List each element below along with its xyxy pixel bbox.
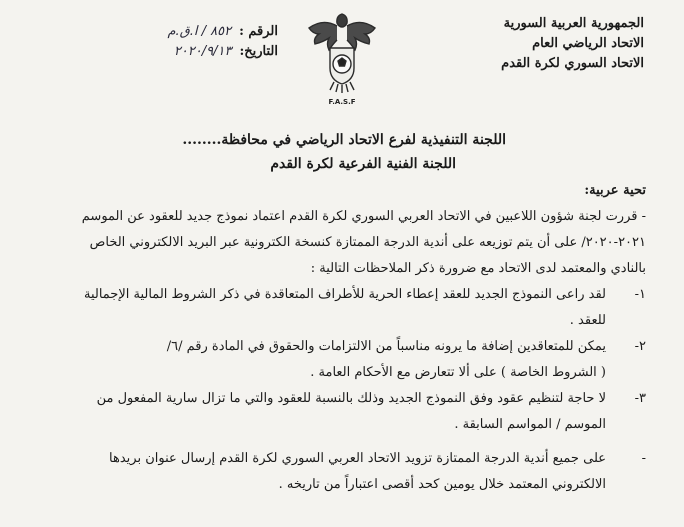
closing-line: على جميع أندية الدرجة الممتازة تزويد الاتحاد العربي السوري لكرة القدم إرسال عنوان بريدها bbox=[109, 451, 606, 466]
issuer-line-country: الجمهورية العربية السورية bbox=[503, 16, 644, 31]
issuer-line-federation: الاتحاد السوري لكرة القدم bbox=[501, 56, 644, 71]
letterhead-issuer bbox=[414, 14, 644, 74]
note-item-1 bbox=[36, 282, 646, 334]
federation-emblem-icon bbox=[304, 8, 380, 108]
intro-line: ٢٠٢١-٢٠٢٠/ على أن يتم توزيعه على أندية الدرجة الممتازة كنسخة الكترونية عبر البريد الالكتروني الخاص bbox=[89, 235, 646, 250]
note-item-3 bbox=[36, 386, 646, 438]
closing-bullet: - bbox=[641, 451, 646, 466]
note-number: ٢- bbox=[634, 339, 646, 354]
note-line: يمكن للمتعاقدين إضافة ما يرونه مناسباً من الالتزامات والحقوق في المادة رقم /٦/ bbox=[166, 339, 606, 354]
note-line: لا حاجة لتنظيم عقود وفق النموذج الجديد وذلك بالنسبة للعقود والتي ما تزال سارية المفعول من bbox=[96, 391, 606, 406]
intro-line: - قررت لجنة شؤون اللاعبين في الاتحاد العربي السوري لكرة القدم اعتماد نموذج جديد للعقود عن الموسم bbox=[81, 209, 646, 224]
closing-line: الالكتروني المعتمد خلال يومين كحد أقصى اعتباراً من تاريخه . bbox=[278, 477, 606, 492]
reference-block bbox=[58, 22, 278, 62]
letter-body bbox=[36, 178, 646, 498]
addressee-line-2: اللجنة الفنية الفرعية لكرة القدم bbox=[270, 156, 456, 172]
note-item-2 bbox=[36, 334, 646, 386]
issuer-line-union: الاتحاد الرياضي العام bbox=[532, 36, 644, 51]
addressee-line-1: اللجنة التنفيذية لفرع الاتحاد الرياضي في محافظة........ bbox=[182, 132, 506, 148]
note-number: ٣- bbox=[634, 391, 646, 406]
date-value: ٢٠٢٠/٩/١٣ bbox=[173, 44, 232, 59]
closing-paragraph bbox=[36, 446, 646, 498]
greeting: تحية عربية: bbox=[584, 183, 646, 198]
note-line: للعقد . bbox=[569, 313, 606, 328]
note-line: لقد راعى النموذج الجديد للعقد إعطاء الحرية للأطراف المتعاقدة في ذكر الشروط المالية الإجمالية bbox=[83, 287, 606, 302]
date-row bbox=[58, 42, 278, 62]
date-label: التاريخ: bbox=[239, 44, 278, 59]
emblem-caption: F.A.S.F bbox=[328, 98, 356, 106]
addressee-block bbox=[106, 128, 506, 176]
reference-number: ٨٥٢ / ا.ق.م bbox=[167, 24, 232, 39]
reference-row bbox=[58, 22, 278, 42]
note-line: ( الشروط الخاصة ) على ألا تتعارض مع الأحكام العامة . bbox=[310, 365, 606, 380]
intro-line: بالنادي والمعتمد لدى الاتحاد مع ضرورة ذكر الملاحظات التالية : bbox=[310, 261, 646, 276]
reference-label: الرقم : bbox=[239, 24, 278, 39]
note-line: الموسم / المواسم السابقة . bbox=[454, 417, 606, 432]
note-number: ١- bbox=[634, 287, 646, 302]
